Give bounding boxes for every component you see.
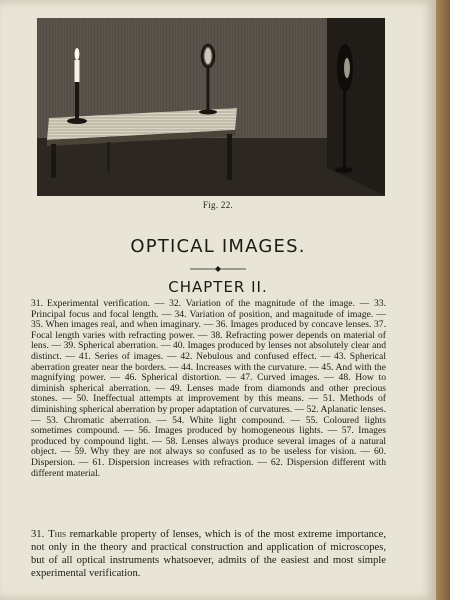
synopsis-text: Experimental verification. — 32. Variation of the magnitude of the image. — 33. Principal focus and focal length. — 34. Variation of position, and magnitude of image. — 35. When images real, and when imaginary. — 36. Images produced by concave lenses. 37. Focal length varies with refracting power. — 38. Refracting power depends on material of lens. — 39. Spherical aberration. — 40. Images produced by lenses not absolutely clear and distinct. — 41. Series of images. — 42. Nebulous and confused effect. — 43. Spherical aberration greater near the borders. — 44. Increases with the curvature. — 45. And with the magnifying power. — 46. Spherical distortion. — 47. Curved images. — 48. How to diminish spherical aberration. — 49. Lenses made from diamonds and other precious stones. — 50. Ineffectual attempts at improvement by this means. — 51. Methods of diminishing spherical aberration by proper adaptation of curvatures. — 52. Aplanatic lenses. — 53. Chromatic aberration. — 54. White light compound. — 55. Coloured lights sometimes compound. — 56. Images produced by homogeneous lights. — 57. Images produced by compound light. — 58. Lenses always produce several images of a natural object. — 59. Why they are not always so confused as to be useless for vision. — 60. Dispersion. — 61. Dispersion increases with refraction. — 62. Dispersion different with different material. bbox=[31, 298, 386, 479]
chapter-heading: CHAPTER II. bbox=[168, 278, 268, 296]
figure-caption: Fig. 22. bbox=[202, 200, 234, 210]
paragraph-text: remarkable property of lenses, which is of the most extreme importance, not only in the theory and practical construction and application of microscopes, but of all optical instruments whatsoever, admits of the easiest and most simple experimental verification. bbox=[31, 529, 386, 579]
synopsis-number: 31. bbox=[31, 298, 43, 309]
engraving-image bbox=[37, 18, 385, 196]
figure-illustration bbox=[37, 18, 385, 196]
chapter-synopsis bbox=[31, 299, 386, 479]
divider-ornament bbox=[190, 266, 246, 272]
book-binding-edge bbox=[436, 0, 450, 600]
paragraph-number: 31. bbox=[31, 529, 45, 540]
body-paragraph bbox=[31, 528, 386, 580]
section-title: OPTICAL IMAGES. bbox=[130, 236, 306, 257]
paragraph-lead-word: This bbox=[48, 529, 67, 540]
